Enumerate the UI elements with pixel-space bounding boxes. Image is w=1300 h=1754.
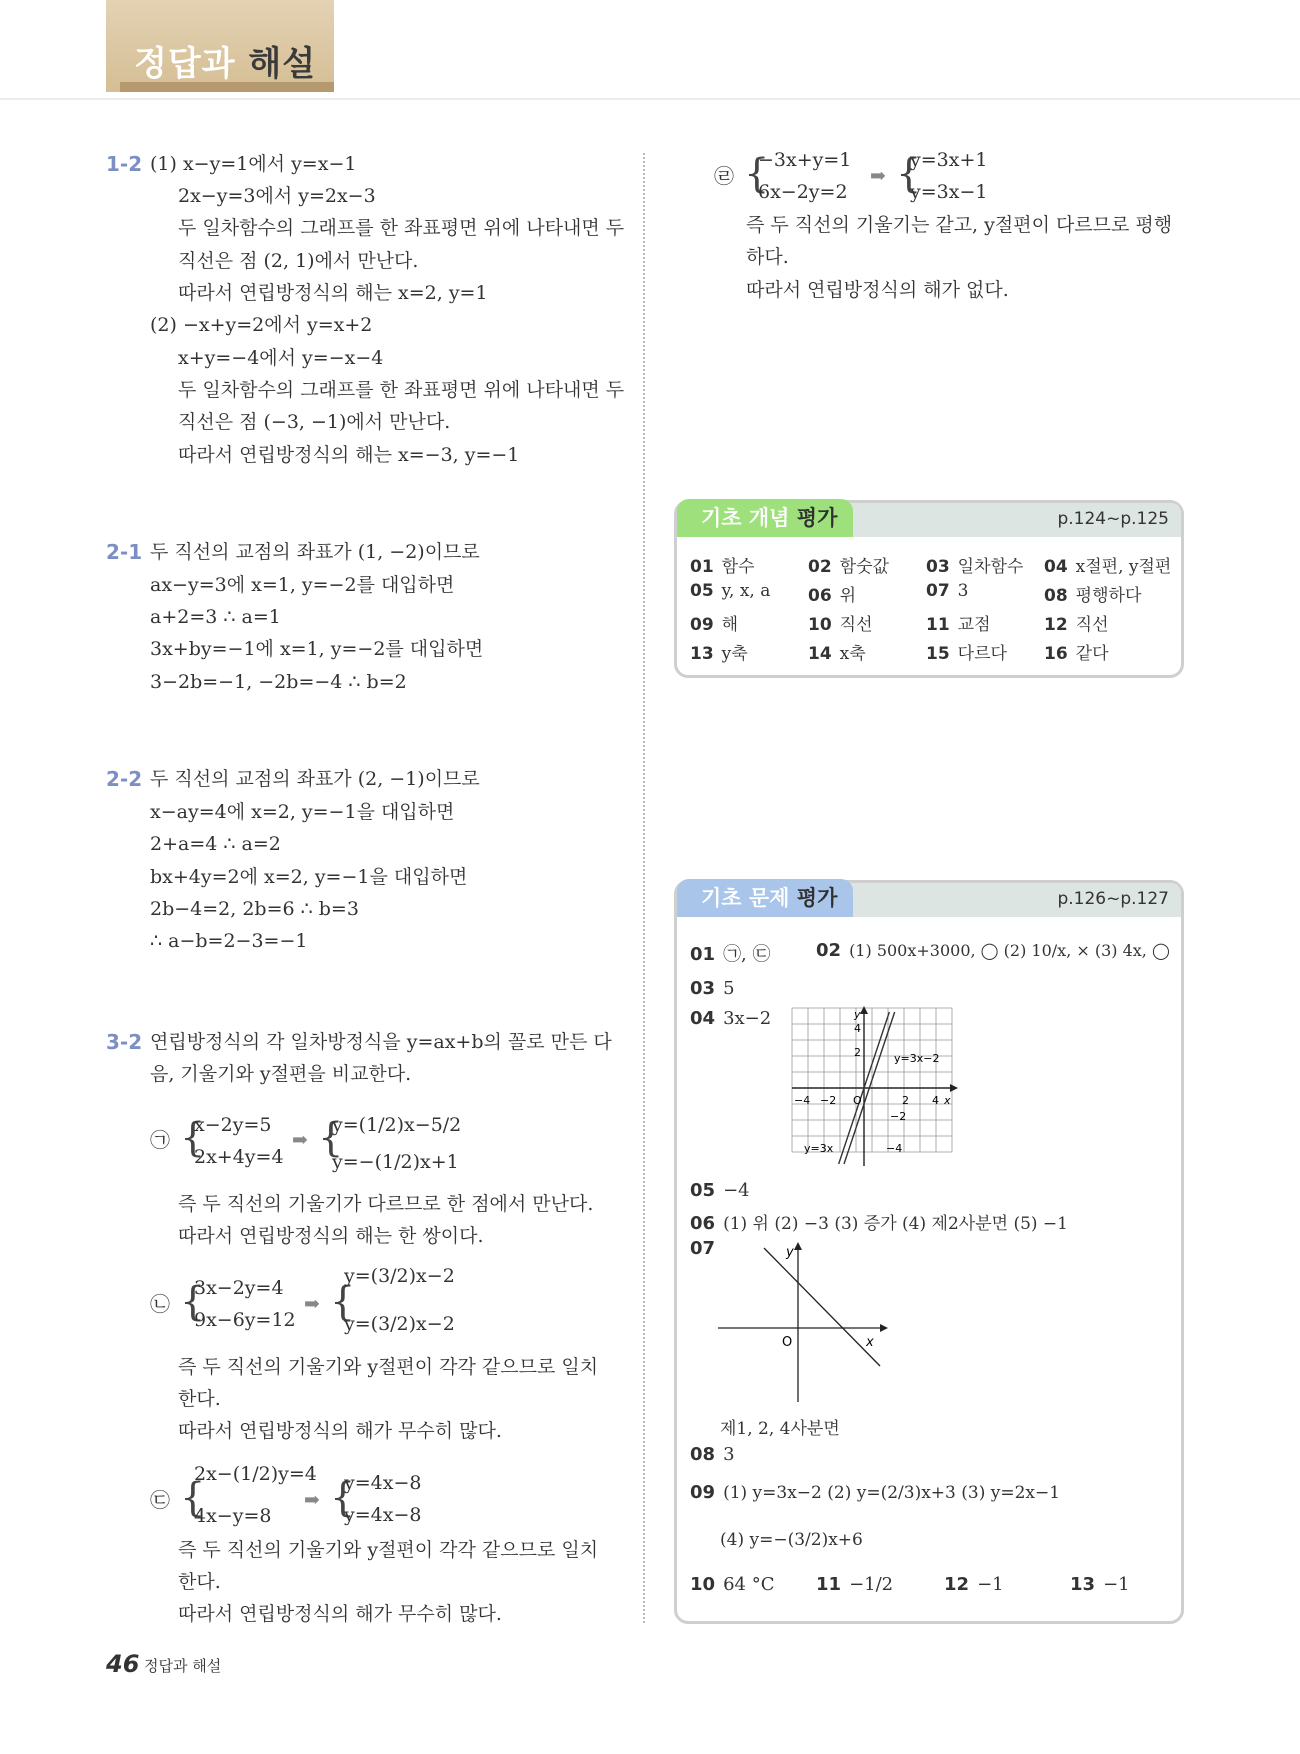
solution-line: 2x−y=3에서 y=2x−3 (178, 185, 376, 207)
brace: { (896, 151, 922, 197)
solution-line: 즉 두 직선의 기울기가 다르므로 한 점에서 만난다. (178, 1193, 594, 1215)
brace: { (318, 1115, 344, 1161)
tick-label: −2 (890, 1110, 907, 1123)
solution-line: (2) −x+y=2에서 y=x+2 (150, 314, 373, 336)
case-mark: ㉢ (150, 1488, 170, 1512)
tick-label: −4 (886, 1142, 903, 1155)
solution-line: 3x+by=−1에 x=1, y=−2를 대입하면 (150, 638, 484, 660)
solution-line: 직선은 점 (−3, −1)에서 만난다. (178, 411, 451, 433)
page-range: p.126~p.127 (1057, 889, 1169, 909)
column-divider (643, 153, 645, 1623)
concept-answer-07: 07 3 (926, 581, 969, 601)
solution-line: 2b−4=2, 2b=6 ∴ b=3 (150, 898, 359, 920)
answer-04: 04 3x−2 (690, 1008, 772, 1029)
answer-07-note: 제1, 2, 4사분면 (720, 1419, 840, 1439)
axis-label: y (854, 1008, 861, 1021)
arrow-icon: ➡ (870, 165, 886, 187)
answer-09: 09 (1) y=3x−2 (2) y=(2/3)x+3 (3) y=2x−1 (690, 1482, 1061, 1503)
problem-number: 2-1 (106, 540, 143, 564)
brace: { (180, 1115, 206, 1161)
concept-answer-14: 14 x축 (808, 644, 866, 664)
solution-line: 2+a=4 ∴ a=2 (150, 833, 281, 855)
answer-05: 05 −4 (690, 1180, 750, 1201)
equation: 2x+4y=4 (194, 1146, 284, 1168)
page-range: p.124~p.125 (1057, 509, 1169, 529)
answer-02: 02 (1) 500x+3000, ◯ (2) 10/x, × (3) 4x, ◯ (816, 940, 1170, 961)
concept-answer-05: 05 y, x, a (690, 581, 771, 601)
solution-line: 두 일차함수의 그래프를 한 좌표평면 위에 나타내면 두 (178, 217, 625, 239)
brace: { (330, 1279, 356, 1325)
origin-label: O (782, 1335, 793, 1350)
equation: 2x−(1/2)y=4 (194, 1463, 317, 1485)
concept-answer-11: 11 교점 (926, 615, 991, 635)
arrow-icon: ➡ (304, 1489, 320, 1511)
arrow-icon: ➡ (292, 1129, 308, 1151)
case-mark: ㉣ (714, 164, 734, 188)
problem-number: 1-2 (106, 152, 143, 176)
equation-result: y=3x−1 (910, 181, 988, 203)
brace: { (180, 1475, 206, 1521)
concept-answer-16: 16 같다 (1044, 644, 1109, 664)
concept-answer-08: 08 평행하다 (1044, 586, 1142, 606)
answer-13: 13 −1 (1070, 1574, 1130, 1595)
origin-label: O (853, 1094, 862, 1107)
concept-answer-01: 01 함수 (690, 557, 755, 577)
answer-08: 08 3 (690, 1444, 735, 1465)
solution-line: bx+4y=2에 x=2, y=−1을 대입하면 (150, 866, 468, 888)
equation: 6x−2y=2 (758, 181, 848, 203)
concept-answer-15: 15 다르다 (926, 644, 1007, 664)
tick-label: −2 (820, 1094, 837, 1107)
answer-12: 12 −1 (944, 1574, 1004, 1595)
equation-result: y=(3/2)x−2 (344, 1313, 455, 1335)
equation-result: y=(1/2)x−5/2 (332, 1114, 462, 1136)
concept-answer-13: 13 y축 (690, 644, 748, 664)
solution-line: 즉 두 직선의 기울기와 y절편이 각각 같으므로 일치 (178, 1539, 599, 1561)
solution-line: x−ay=4에 x=2, y=−1을 대입하면 (150, 801, 455, 823)
brace: { (180, 1279, 206, 1325)
solution-line: 두 일차함수의 그래프를 한 좌표평면 위에 나타내면 두 (178, 379, 625, 401)
problem-evaluation-title: 기초 문제 평가 (677, 879, 853, 917)
tick-label: 4 (854, 1022, 861, 1035)
equation-result: y=−(1/2)x+1 (332, 1151, 459, 1173)
equation-result: y=4x−8 (344, 1472, 422, 1494)
solution-line: 3−2b=−1, −2b=−4 ∴ b=2 (150, 671, 407, 693)
equation: 3x−2y=4 (194, 1277, 284, 1299)
footer-label: 정답과 해설 (144, 1657, 222, 1675)
equation: 9x−6y=12 (194, 1309, 296, 1331)
solution-line: 하다. (746, 246, 789, 268)
answer-03: 03 5 (690, 978, 735, 999)
solution-line: 따라서 연립방정식의 해는 x=2, y=1 (178, 282, 488, 304)
solution-line: 즉 두 직선의 기울기는 같고, y절편이 다르므로 평행 (746, 214, 1173, 236)
solution-line: 한다. (178, 1571, 221, 1593)
concept-answer-04: 04 x절편, y절편 (1044, 557, 1172, 577)
solution-line: 따라서 연립방정식의 해가 없다. (746, 279, 1009, 301)
equation-result: y=3x+1 (910, 149, 988, 171)
concept-evaluation-title: 기초 개념 평가 (677, 499, 853, 537)
answer-07-graph (716, 1240, 892, 1404)
answer-06: 06 (1) 위 (2) −3 (3) 증가 (4) 제2사분면 (5) −1 (690, 1213, 1068, 1234)
solution-line: 따라서 연립방정식의 해가 무수히 많다. (178, 1603, 502, 1625)
tick-label: 4 (932, 1094, 939, 1107)
tick-label: 2 (902, 1094, 909, 1107)
concept-answer-10: 10 직선 (808, 615, 873, 635)
axis-label: x (944, 1094, 951, 1107)
problem-number: 3-2 (106, 1030, 143, 1054)
equation: x−2y=5 (194, 1114, 272, 1136)
solution-line: ax−y=3에 x=1, y=−2를 대입하면 (150, 574, 455, 596)
solution-line: 따라서 연립방정식의 해는 x=−3, y=−1 (178, 444, 520, 466)
solution-line: a+2=3 ∴ a=1 (150, 606, 281, 628)
page-number: 46 (106, 1650, 140, 1678)
solution-line: 즉 두 직선의 기울기와 y절편이 각각 같으므로 일치 (178, 1356, 599, 1378)
answer-09-4: (4) y=−(3/2)x+6 (720, 1530, 863, 1550)
concept-answer-02: 02 함숫값 (808, 557, 889, 577)
header-divider (0, 98, 1300, 100)
solution-line: 직선은 점 (2, 1)에서 만난다. (178, 250, 419, 272)
answer-11: 11 −1/2 (816, 1574, 894, 1595)
answer-01: 01 ㉠, ㉢ (690, 944, 771, 965)
line-label: y=3x−2 (894, 1052, 940, 1065)
answer-10: 10 64 °C (690, 1574, 775, 1595)
concept-answer-03: 03 일차함수 (926, 557, 1024, 577)
solution-line: 두 직선의 교점의 좌표가 (2, −1)이므로 (150, 768, 480, 790)
axis-label: y (786, 1245, 794, 1260)
solution-line: 두 직선의 교점의 좌표가 (1, −2)이므로 (150, 541, 480, 563)
solution-line: (1) x−y=1에서 y=x−1 (150, 153, 357, 175)
axis-label: x (866, 1335, 874, 1350)
case-mark: ㉠ (150, 1128, 170, 1152)
brace: { (744, 151, 770, 197)
equation-result: y=4x−8 (344, 1504, 422, 1526)
solution-line: 음, 기울기와 y절편을 비교한다. (150, 1063, 412, 1085)
equation: −3x+y=1 (758, 149, 852, 171)
solution-line: ∴ a−b=2−3=−1 (150, 930, 308, 952)
solution-line: 연립방정식의 각 일차방정식을 y=ax+b의 꼴로 만든 다 (150, 1031, 612, 1053)
solution-line: x+y=−4에서 y=−x−4 (178, 347, 384, 369)
equation: 4x−y=8 (194, 1505, 272, 1527)
concept-answer-09: 09 해 (690, 615, 739, 635)
answer-04-graph (790, 1006, 960, 1170)
answer-07: 07 (690, 1238, 716, 1259)
brace: { (330, 1475, 356, 1521)
case-mark: ㉡ (150, 1292, 170, 1316)
problem-number: 2-2 (106, 767, 143, 791)
page-title: 정답과 해설 (134, 44, 317, 84)
solution-line: 따라서 연립방정식의 해가 무수히 많다. (178, 1420, 502, 1442)
concept-answer-12: 12 직선 (1044, 615, 1109, 635)
concept-answer-06: 06 위 (808, 586, 857, 606)
arrow-icon: ➡ (304, 1293, 320, 1315)
solution-line: 따라서 연립방정식의 해는 한 쌍이다. (178, 1225, 484, 1247)
equation-result: y=(3/2)x−2 (344, 1265, 455, 1287)
tick-label: 2 (854, 1046, 861, 1059)
line-label: y=3x (804, 1142, 834, 1155)
solution-line: 한다. (178, 1388, 221, 1410)
tick-label: −4 (794, 1094, 811, 1107)
